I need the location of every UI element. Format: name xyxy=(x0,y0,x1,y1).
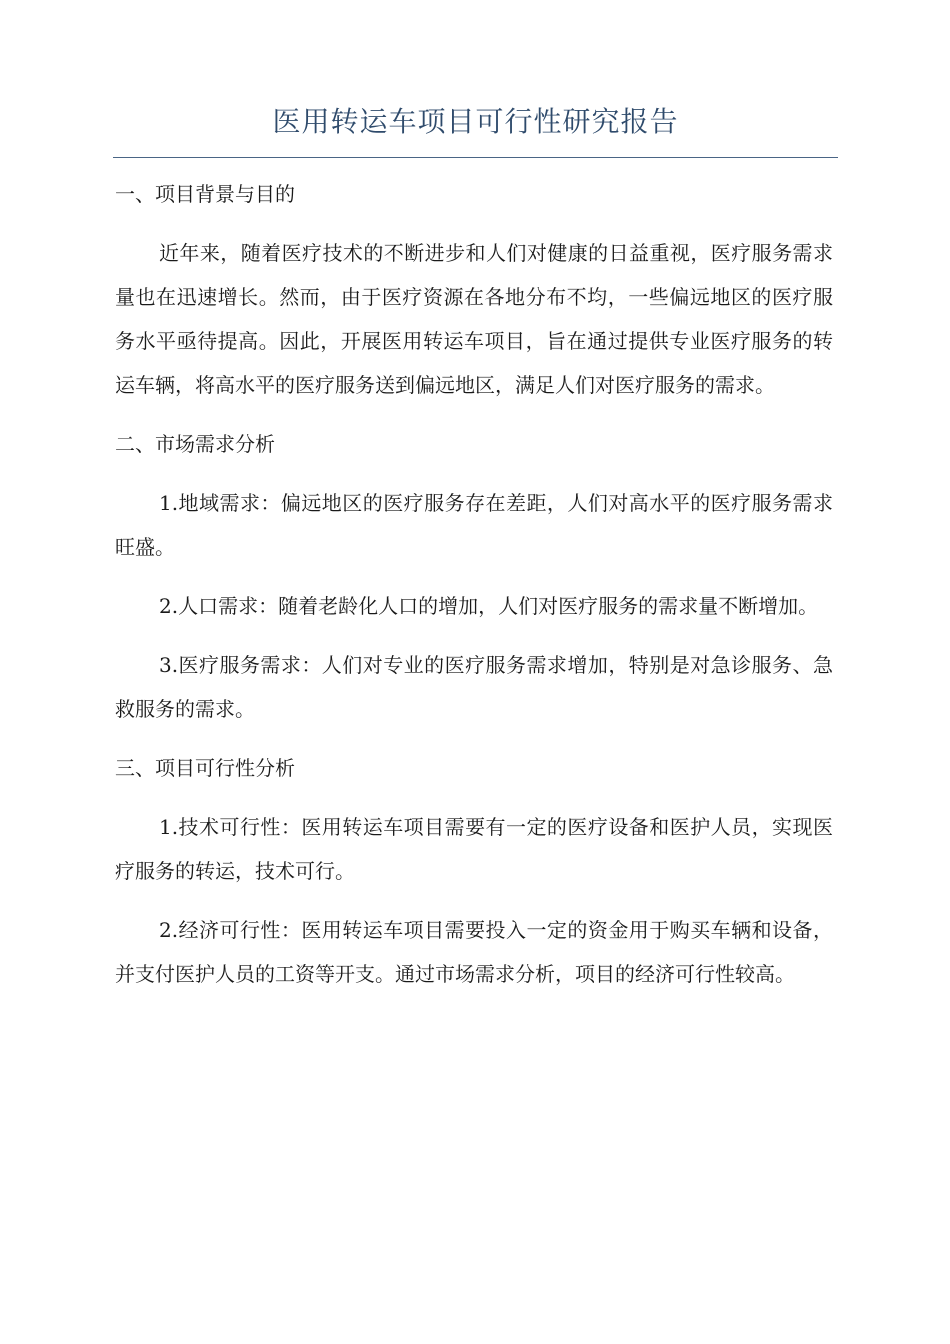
section-background xyxy=(115,172,833,407)
section-heading: 三、项目可行性分析 xyxy=(115,756,295,780)
section-heading: 二、市场需求分析 xyxy=(115,432,275,456)
paragraph: 2.人口需求：随着老龄化人口的增加，人们对医疗服务的需求量不断增加。 xyxy=(159,594,819,618)
paragraph: 2.经济可行性：医用转运车项目需要投入一定的资金用于购买车辆和设备，并支付医护人员的工资等开支。通过市场需求分析，项目的经济可行性较高。 xyxy=(115,918,833,986)
section-heading: 一、项目背景与目的 xyxy=(115,182,295,206)
paragraph: 1.地域需求：偏远地区的医疗服务存在差距，人们对高水平的医疗服务需求旺盛。 xyxy=(115,491,833,559)
paragraph: 1.技术可行性：医用转运车项目需要有一定的医疗设备和医护人员，实现医疗服务的转运，技术可行。 xyxy=(115,815,833,883)
paragraph: 近年来，随着医疗技术的不断进步和人们对健康的日益重视，医疗服务需求量也在迅速增长。然而，由于医疗资源在各地分布不均，一些偏远地区的医疗服务水平亟待提高。因此，开展医用转运车项目，旨在通过提供专业医疗服务的转运车辆，将高水平的医疗服务送到偏远地区，满足人们对医疗服务的需求。 xyxy=(115,241,833,397)
document-title: 医用转运车项目可行性研究报告 xyxy=(272,105,679,138)
title-divider xyxy=(113,157,838,158)
paragraph: 3.医疗服务需求：人们对专业的医疗服务需求增加，特别是对急诊服务、急救服务的需求。 xyxy=(115,653,833,721)
section-market-demand xyxy=(115,422,833,731)
section-feasibility xyxy=(115,746,833,996)
document-body xyxy=(115,172,833,1011)
